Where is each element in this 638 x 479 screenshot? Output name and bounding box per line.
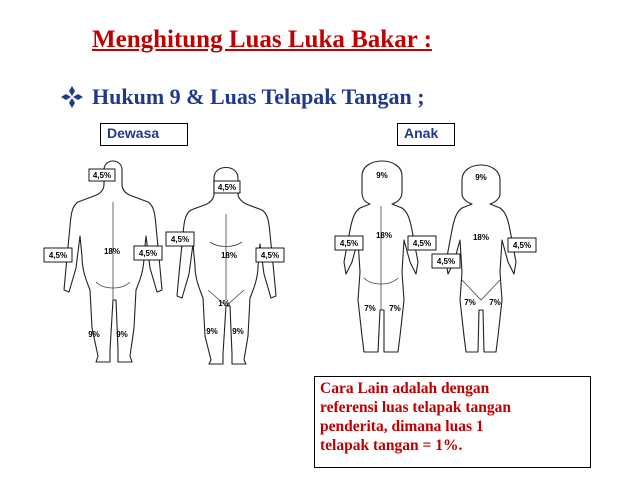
palm-method-note: Cara Lain adalah dengan referensi luas telapak tangan penderita, dimana luas 1 telapak tangan = 1%. xyxy=(314,376,591,468)
adult-front-arm-left-pct: 4,5% xyxy=(170,235,190,244)
subtitle-row xyxy=(60,84,425,110)
child-front-arm-right-pct: 4,5% xyxy=(512,241,532,250)
label-adult: Dewasa xyxy=(100,123,188,146)
adult-front-figure xyxy=(166,168,284,365)
child-back-figure xyxy=(335,161,436,352)
adult-front-leg-right-pct: 9% xyxy=(232,327,244,336)
adult-back-leg-left-pct: 9% xyxy=(88,330,100,339)
adult-front-head-pct: 4,5% xyxy=(217,183,237,192)
child-front-trunk-pct: 18% xyxy=(472,233,490,242)
adult-back-head-pct: 4,5% xyxy=(92,171,112,180)
adult-back-trunk-pct: 18% xyxy=(103,247,121,256)
label-child: Anak xyxy=(397,123,455,146)
adult-back-arm-right-pct: 4,5% xyxy=(138,249,158,258)
adult-front-leg-left-pct: 9% xyxy=(206,327,218,336)
child-back-arm-left-pct: 4,5% xyxy=(339,239,359,248)
adult-back-figure xyxy=(44,161,162,362)
child-back-leg-right-pct: 7% xyxy=(389,304,401,313)
child-back-leg-left-pct: 7% xyxy=(364,304,376,313)
adult-back-leg-right-pct: 9% xyxy=(116,330,128,339)
body-diagrams xyxy=(0,150,638,380)
subtitle-text: Hukum 9 & Luas Telapak Tangan ; xyxy=(92,84,425,109)
slide-title: Menghitung Luas Luka Bakar : xyxy=(92,26,432,53)
child-front-leg-left-pct: 7% xyxy=(464,298,476,307)
adult-front-body xyxy=(177,168,276,365)
child-front-leg-right-pct: 7% xyxy=(489,298,501,307)
adult-back-arm-left-pct: 4,5% xyxy=(48,251,68,260)
child-front-head-pct: 9% xyxy=(475,173,487,182)
child-front-arm-left-pct: 4,5% xyxy=(436,257,456,266)
child-back-head-pct: 9% xyxy=(376,171,388,180)
adult-front-genital-pct: 1% xyxy=(218,299,230,308)
diamond-bullet-icon xyxy=(60,85,84,109)
adult-front-trunk-pct: 18% xyxy=(220,251,238,260)
child-back-trunk-pct: 18% xyxy=(375,231,393,240)
child-back-arm-right-pct: 4,5% xyxy=(412,239,432,248)
adult-front-arm-right-pct: 4,5% xyxy=(260,251,280,260)
child-front-figure xyxy=(432,165,536,352)
